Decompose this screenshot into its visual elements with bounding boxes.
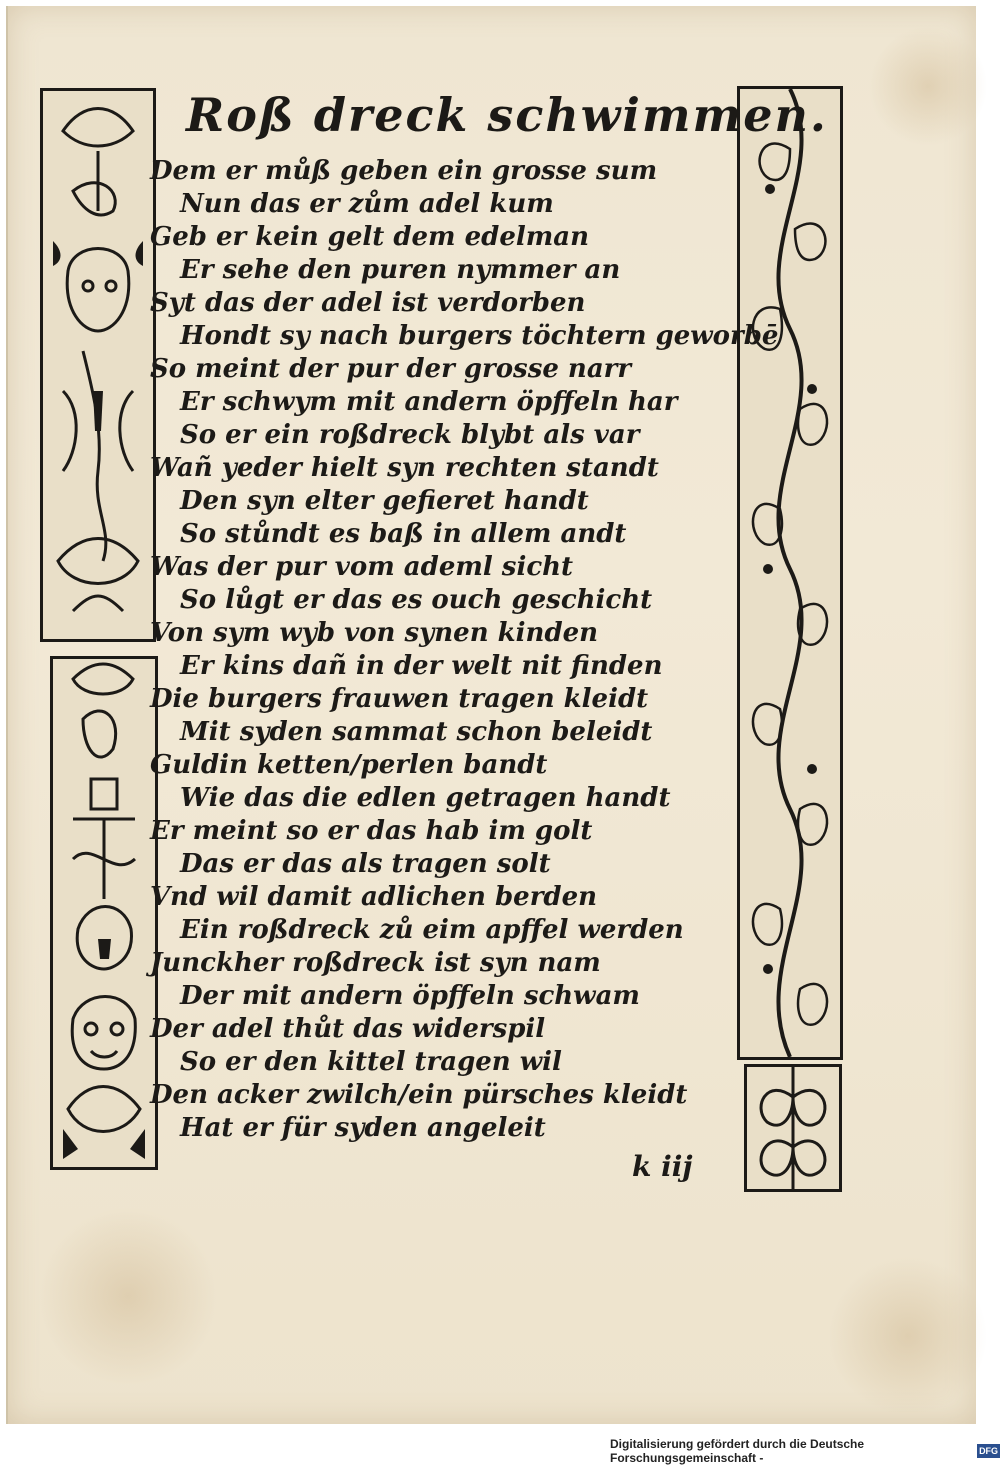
ornament-vine-icon — [740, 89, 840, 1057]
verse-line: Die burgers frauwen tragen kleidt — [150, 684, 649, 714]
verse-line: Er sehe den puren nymmer an — [180, 255, 621, 285]
ornament-column-icon — [53, 659, 155, 1167]
verse-line: Den acker zwilch/ein pürsches kleidt — [150, 1080, 688, 1110]
verse-line: Den syn elter gefieret handt — [180, 486, 589, 516]
woodcut-border-left-lower — [50, 656, 158, 1170]
verse-line: Dem er můß geben ein grosse sum — [150, 156, 658, 186]
verse-line: Syt das der adel ist verdorben — [150, 288, 586, 318]
verse-line: So er ein roßdreck blybt als var — [180, 420, 640, 450]
dfg-logo-icon: DFG — [979, 1446, 999, 1456]
verse-line: So lůgt er das es ouch geschicht — [180, 585, 653, 615]
verse-line: Guldin ketten/perlen bandt — [150, 750, 548, 780]
paper-stain — [868, 26, 988, 146]
verse-line: Er schwym mit andern öpffeln har — [180, 387, 678, 417]
woodcut-border-right-upper — [737, 86, 843, 1060]
signature-mark: k iij — [632, 1150, 693, 1183]
verse-line: Das er das als tragen solt — [180, 849, 551, 879]
verse-line: Er meint so er das hab im golt — [150, 816, 593, 846]
verse-line: Vnd wil damit adlichen berden — [150, 882, 598, 912]
verse-line: Geb er kein gelt dem edelman — [150, 222, 590, 252]
woodcut-border-left-upper — [40, 88, 156, 642]
verse-line: Von sym wyb von synen kinden — [150, 618, 599, 648]
woodcut-border-right-lower — [744, 1064, 842, 1192]
verse-line: Ein roßdreck zů eim apffel werden — [180, 915, 684, 945]
paper-stain — [828, 1256, 988, 1416]
verse-line: Er kins dañ in der welt nit finden — [180, 651, 663, 681]
verse-line: Der adel thůt das widerspil — [150, 1014, 546, 1044]
verse-line: Junckher roßdreck ist syn nam — [150, 948, 601, 978]
verse-line: So stůndt es baß in allem andt — [180, 519, 627, 549]
verse-line: So er den kittel tragen wil — [180, 1047, 562, 1077]
verse-line: Mit syden sammat schon beleidt — [180, 717, 653, 747]
verse-line: Wie das die edlen getragen handt — [180, 783, 671, 813]
verse-line: Wañ yeder hielt syn rechten standt — [150, 453, 659, 483]
verse-line: So meint der pur der grosse narr — [150, 354, 632, 384]
verse-line: Nun das er zům adel kum — [180, 189, 554, 219]
ornament-creature-icon — [43, 91, 153, 639]
verse-line: Der mit andern öpffeln schwam — [180, 981, 640, 1011]
page-heading: Roß dreck schwimmen. — [186, 88, 828, 142]
paper-stain — [38, 1206, 218, 1386]
ornament-leaf-icon — [747, 1067, 839, 1189]
footer-text: Digitalisierung gefördert durch die Deutsche Forschungsgemeinschaft - — [610, 1437, 865, 1465]
verse-line: Hat er für syden angeleit — [180, 1113, 546, 1143]
digitization-footer — [610, 1437, 1000, 1465]
verse-line: Hondt sy nach burgers töchtern geworbē — [180, 321, 779, 351]
verse-line: Was der pur vom ademl sicht — [150, 552, 574, 582]
